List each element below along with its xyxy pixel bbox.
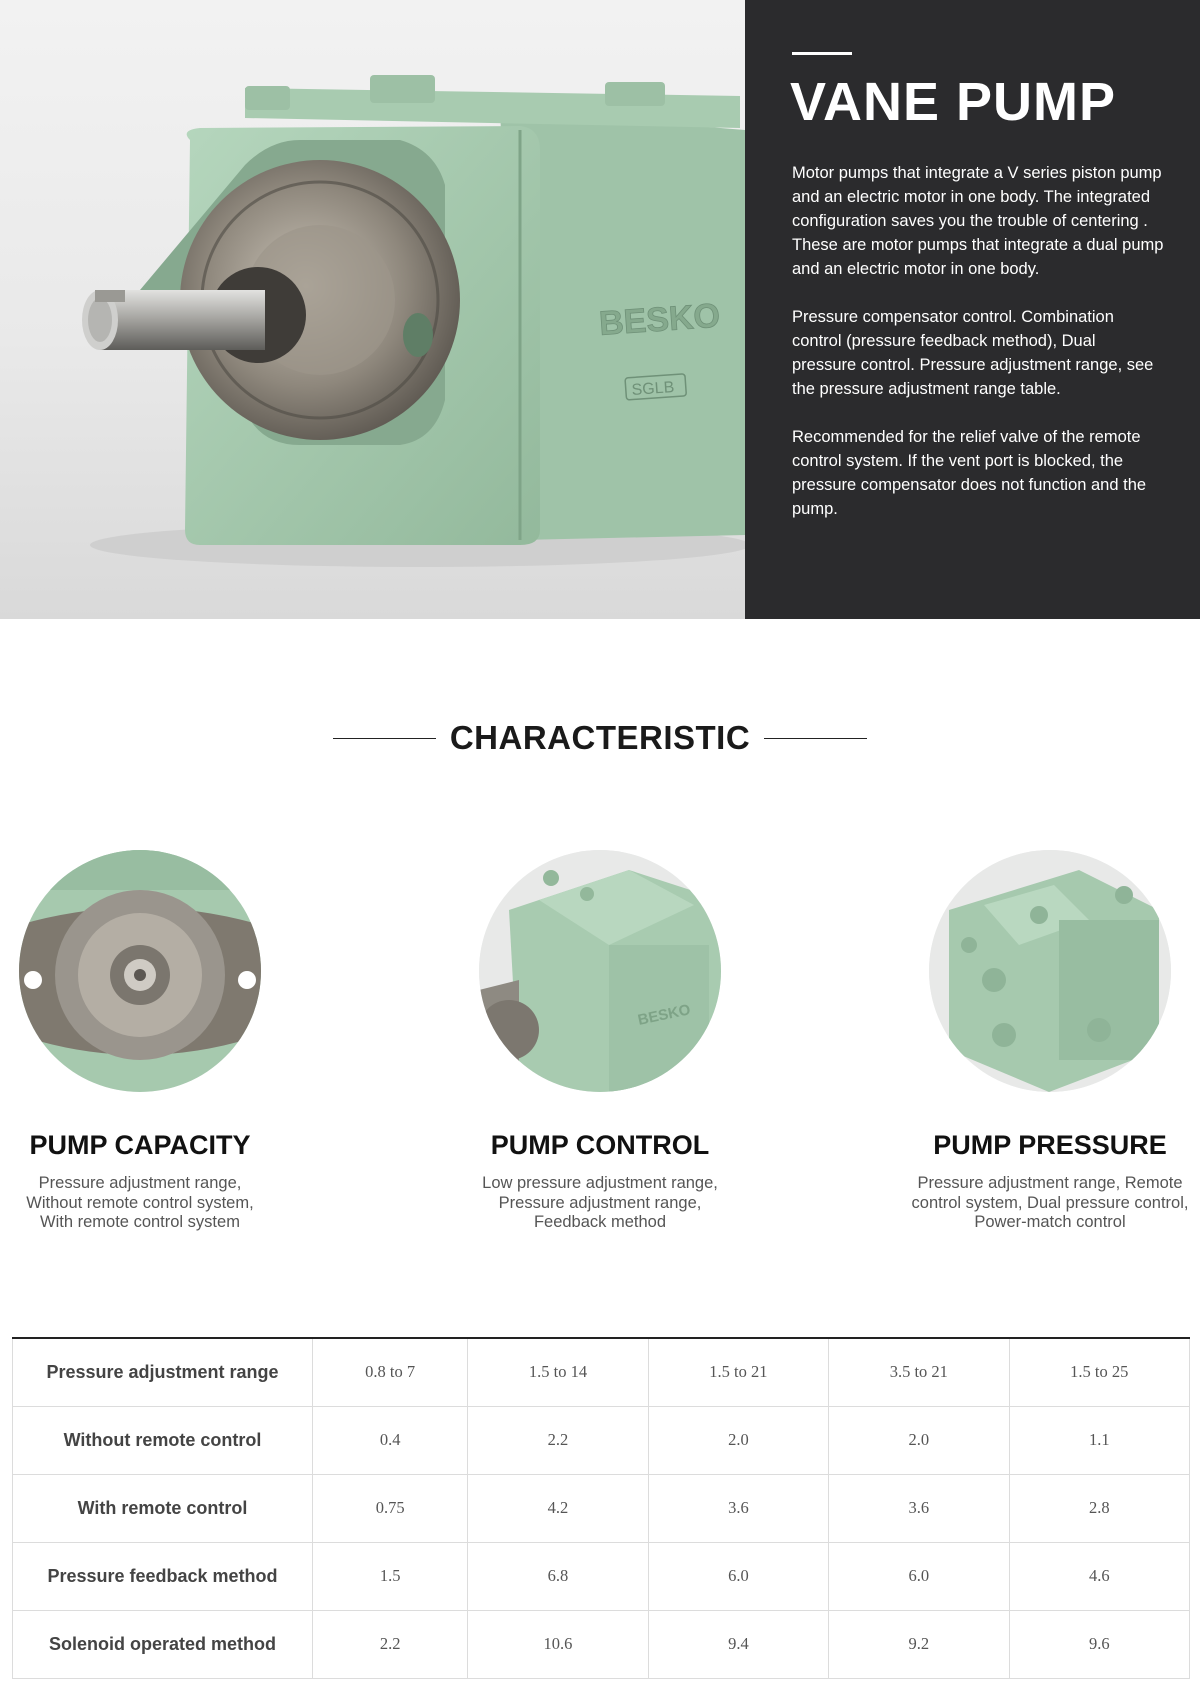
table-cell: 2.2 xyxy=(468,1406,648,1474)
pump-control-image xyxy=(479,850,721,1092)
table-row xyxy=(13,1406,1190,1474)
table-cell: 1.5 to 25 xyxy=(1009,1338,1189,1406)
feature-description xyxy=(0,1174,300,1233)
table-cell: 6.0 xyxy=(829,1542,1009,1610)
page-title: VANE PUMP xyxy=(790,72,1117,132)
feature-pump-capacity xyxy=(0,850,300,1233)
hero-text-panel xyxy=(745,0,1200,619)
feature-title: PUMP CONTROL xyxy=(490,1130,710,1160)
feature-desc-line: With remote control system xyxy=(40,1213,240,1231)
table-row xyxy=(13,1474,1190,1542)
feature-desc-line: control system, Dual pressure control, xyxy=(911,1193,1189,1212)
row-label: Pressure feedback method xyxy=(13,1542,313,1610)
hero-description xyxy=(792,161,1164,545)
table-row xyxy=(13,1542,1190,1610)
casting-brand-text: BESKO xyxy=(597,296,722,343)
vane-pump-illustration xyxy=(0,0,745,619)
pump-capacity-image xyxy=(19,850,261,1092)
feature-desc-line: Pressure adjustment range, xyxy=(498,1193,702,1212)
feature-desc-line: Low pressure adjustment range, xyxy=(482,1174,718,1192)
vane-pump-photo xyxy=(0,0,745,619)
table-cell: 9.2 xyxy=(829,1610,1009,1678)
table-cell: 6.0 xyxy=(648,1542,828,1610)
hero-paragraph: Pressure compensator control. Combination control (pressure feedback method), Dual pressure control. Pressure adjustment range, see the pressure adjustment range table. xyxy=(792,308,1154,398)
feature-description xyxy=(440,1174,760,1233)
table-cell: 10.6 xyxy=(468,1610,648,1678)
table-cell: 3.5 to 21 xyxy=(829,1338,1009,1406)
table-row xyxy=(13,1338,1190,1406)
table-cell: 9.6 xyxy=(1009,1610,1189,1678)
feature-pump-pressure xyxy=(890,850,1200,1233)
pump-pressure-image xyxy=(929,850,1171,1092)
heading-divider-right xyxy=(764,738,867,739)
table-cell: 1.5 to 21 xyxy=(648,1338,828,1406)
table-cell: 2.0 xyxy=(648,1406,828,1474)
table-cell: 3.6 xyxy=(648,1474,828,1542)
table-row xyxy=(13,1610,1190,1678)
table-cell: 0.8 to 7 xyxy=(313,1338,468,1406)
casting-model-text: SGLB xyxy=(631,379,675,399)
section-title: CHARACTERISTIC xyxy=(449,719,751,756)
table-cell: 4.2 xyxy=(468,1474,648,1542)
feature-desc-line: Power-match control xyxy=(974,1213,1126,1231)
feature-description xyxy=(890,1174,1200,1233)
table-cell: 2.0 xyxy=(829,1406,1009,1474)
hero-paragraph: Recommended for the relief valve of the remote control system. If the vent port is blocked, the pressure compensator does not function and the pump. xyxy=(792,428,1147,518)
title-rule xyxy=(792,52,852,55)
table-cell: 6.8 xyxy=(468,1542,648,1610)
table-cell: 1.1 xyxy=(1009,1406,1189,1474)
hero-paragraph: Motor pumps that integrate a V series piston pump and an electric motor in one body. The integrated configuration saves you the trouble of centering . These are motor pumps that integrate a dual pump and an electric motor in one body. xyxy=(792,164,1164,278)
table-cell: 1.5 to 14 xyxy=(468,1338,648,1406)
table-cell: 2.2 xyxy=(313,1610,468,1678)
characteristic-heading xyxy=(0,716,1200,760)
hero-section xyxy=(0,0,1200,619)
feature-desc-line: Pressure adjustment range, Remote xyxy=(917,1174,1183,1192)
row-label: Pressure adjustment range xyxy=(13,1338,313,1406)
feature-desc-line: Without remote control system, xyxy=(26,1193,254,1212)
feature-pump-control xyxy=(440,850,760,1233)
table-cell: 0.4 xyxy=(313,1406,468,1474)
table-cell: 9.4 xyxy=(648,1610,828,1678)
row-label: Without remote control xyxy=(13,1406,313,1474)
table-cell: 3.6 xyxy=(829,1474,1009,1542)
pressure-spec-table xyxy=(12,1337,1190,1679)
row-label: With remote control xyxy=(13,1474,313,1542)
svg-text:BESKO: BESKO xyxy=(636,1001,693,1029)
table-cell: 0.75 xyxy=(313,1474,468,1542)
table-cell: 1.5 xyxy=(313,1542,468,1610)
feature-desc-line: Pressure adjustment range, xyxy=(38,1174,242,1192)
feature-title: PUMP PRESSURE xyxy=(933,1130,1167,1160)
table-cell: 2.8 xyxy=(1009,1474,1189,1542)
table-cell: 4.6 xyxy=(1009,1542,1189,1610)
row-label: Solenoid operated method xyxy=(13,1610,313,1678)
feature-desc-line: Feedback method xyxy=(533,1213,667,1231)
heading-divider-left xyxy=(333,738,436,739)
feature-title: PUMP CAPACITY xyxy=(29,1130,251,1160)
